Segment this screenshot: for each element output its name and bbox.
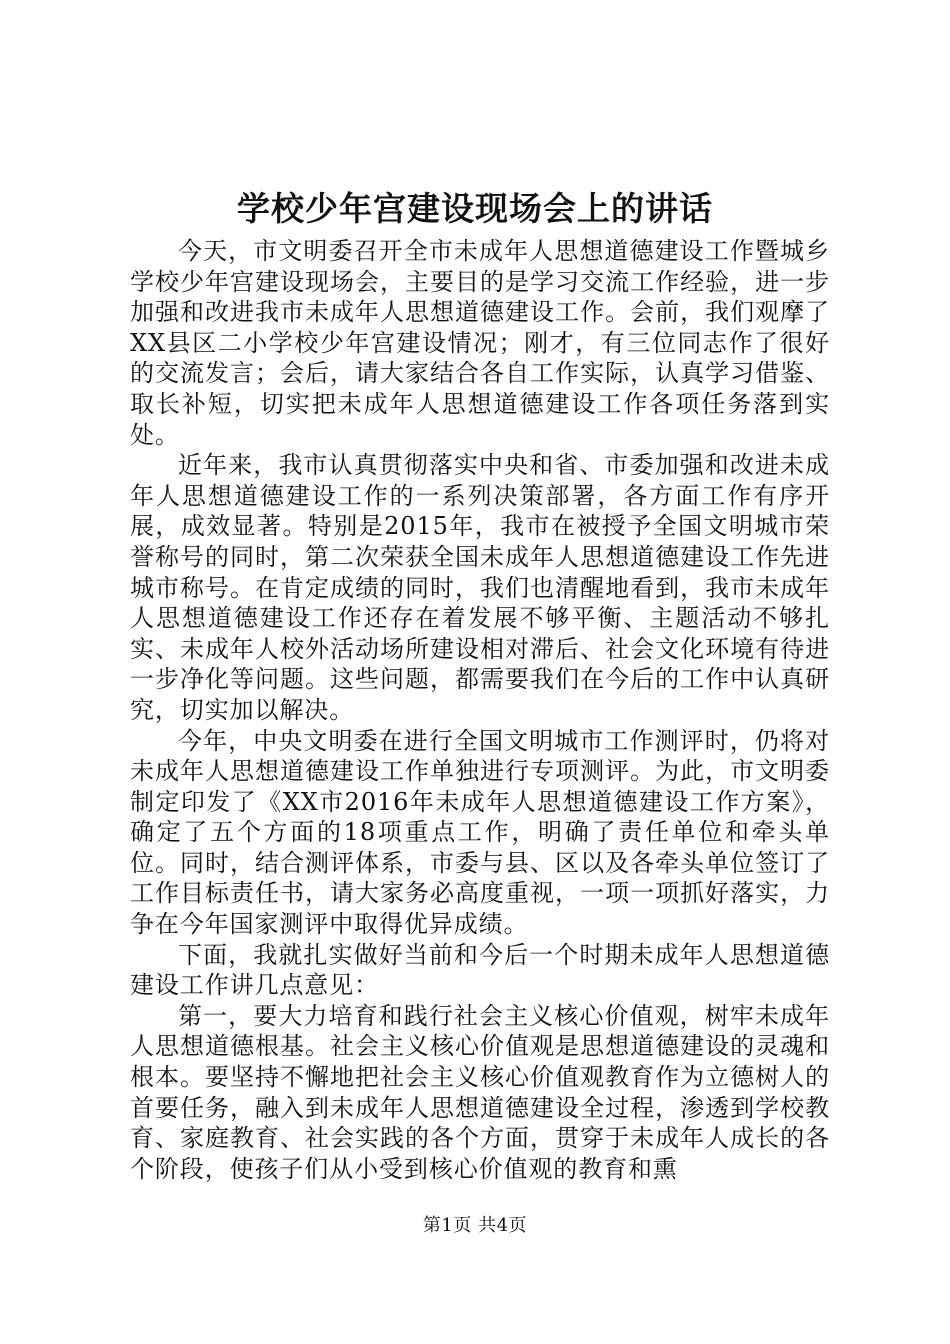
paragraph: 今天，市文明委召开全市未成年人思想道德建设工作暨城乡学校少年宫建设现场会，主要目的是学习交流工作经验，进一步加强和改进我市未成年人思想道德建设工作。会前，我们观摩了XX县区二小学校少年宫建设情况；刚才，有三位同志作了很好的交流发言；会后，请大家结合各自工作实际，认真学习借鉴、取长补短，切实把未成年人思想道德建设工作各项任务落到实处。 xyxy=(130,237,830,449)
paragraph: 近年来，我市认真贯彻落实中央和省、市委加强和改进未成年人思想道德建设工作的一系列决策部署，各方面工作有序开展，成效显著。特别是2015年，我市在被授予全国文明城市荣誉称号的同时，第二次荣获全国未成年人思想道德建设工作先进城市称号。在肯定成绩的同时，我们也清醒地看到，我市未成年人思想道德建设工作还存在着发展不够平衡、主题活动不够扎实、未成年人校外活动场所建设相对滞后、社会文化环境有待进一步净化等问题。这些问题，都需要我们在今后的工作中认真研究，切实加以解决。 xyxy=(130,451,830,724)
document-body xyxy=(130,236,830,1184)
page-number-footer: 第1页 共4页 xyxy=(422,1215,528,1236)
paragraph: 第一，要大力培育和践行社会主义核心价值观，树牢未成年人思想道德根基。社会主义核心价值观是思想道德建设的灵魂和根本。要坚持不懈地把社会主义核心价值观教育作为立德树人的首要任务，融入到未成年人思想道德建设全过程，渗透到学校教育、家庭教育、社会实践的各个方面，贯穿于未成年人成长的各个阶段，使孩子们从小受到核心价值观的教育和熏 xyxy=(130,1001,830,1183)
document-title: 学校少年宫建设现场会上的讲话 xyxy=(237,189,713,228)
paragraph: 今年，中央文明委在进行全国文明城市工作测评时，仍将对未成年人思想道德建设工作单独进行专项测评。为此，市文明委制定印发了《XX市2016年未成年人思想道德建设工作方案》，确定了五个方面的18项重点工作，明确了责任单位和牵头单位。同时，结合测评体系，市委与县、区以及各牵头单位签订了工作目标责任书，请大家务必高度重视，一项一项抓好落实，力争在今年国家测评中取得优异成绩。 xyxy=(130,726,830,939)
paragraph: 下面，我就扎实做好当前和今后一个时期未成年人思想道德建设工作讲几点意见： xyxy=(130,940,830,1000)
